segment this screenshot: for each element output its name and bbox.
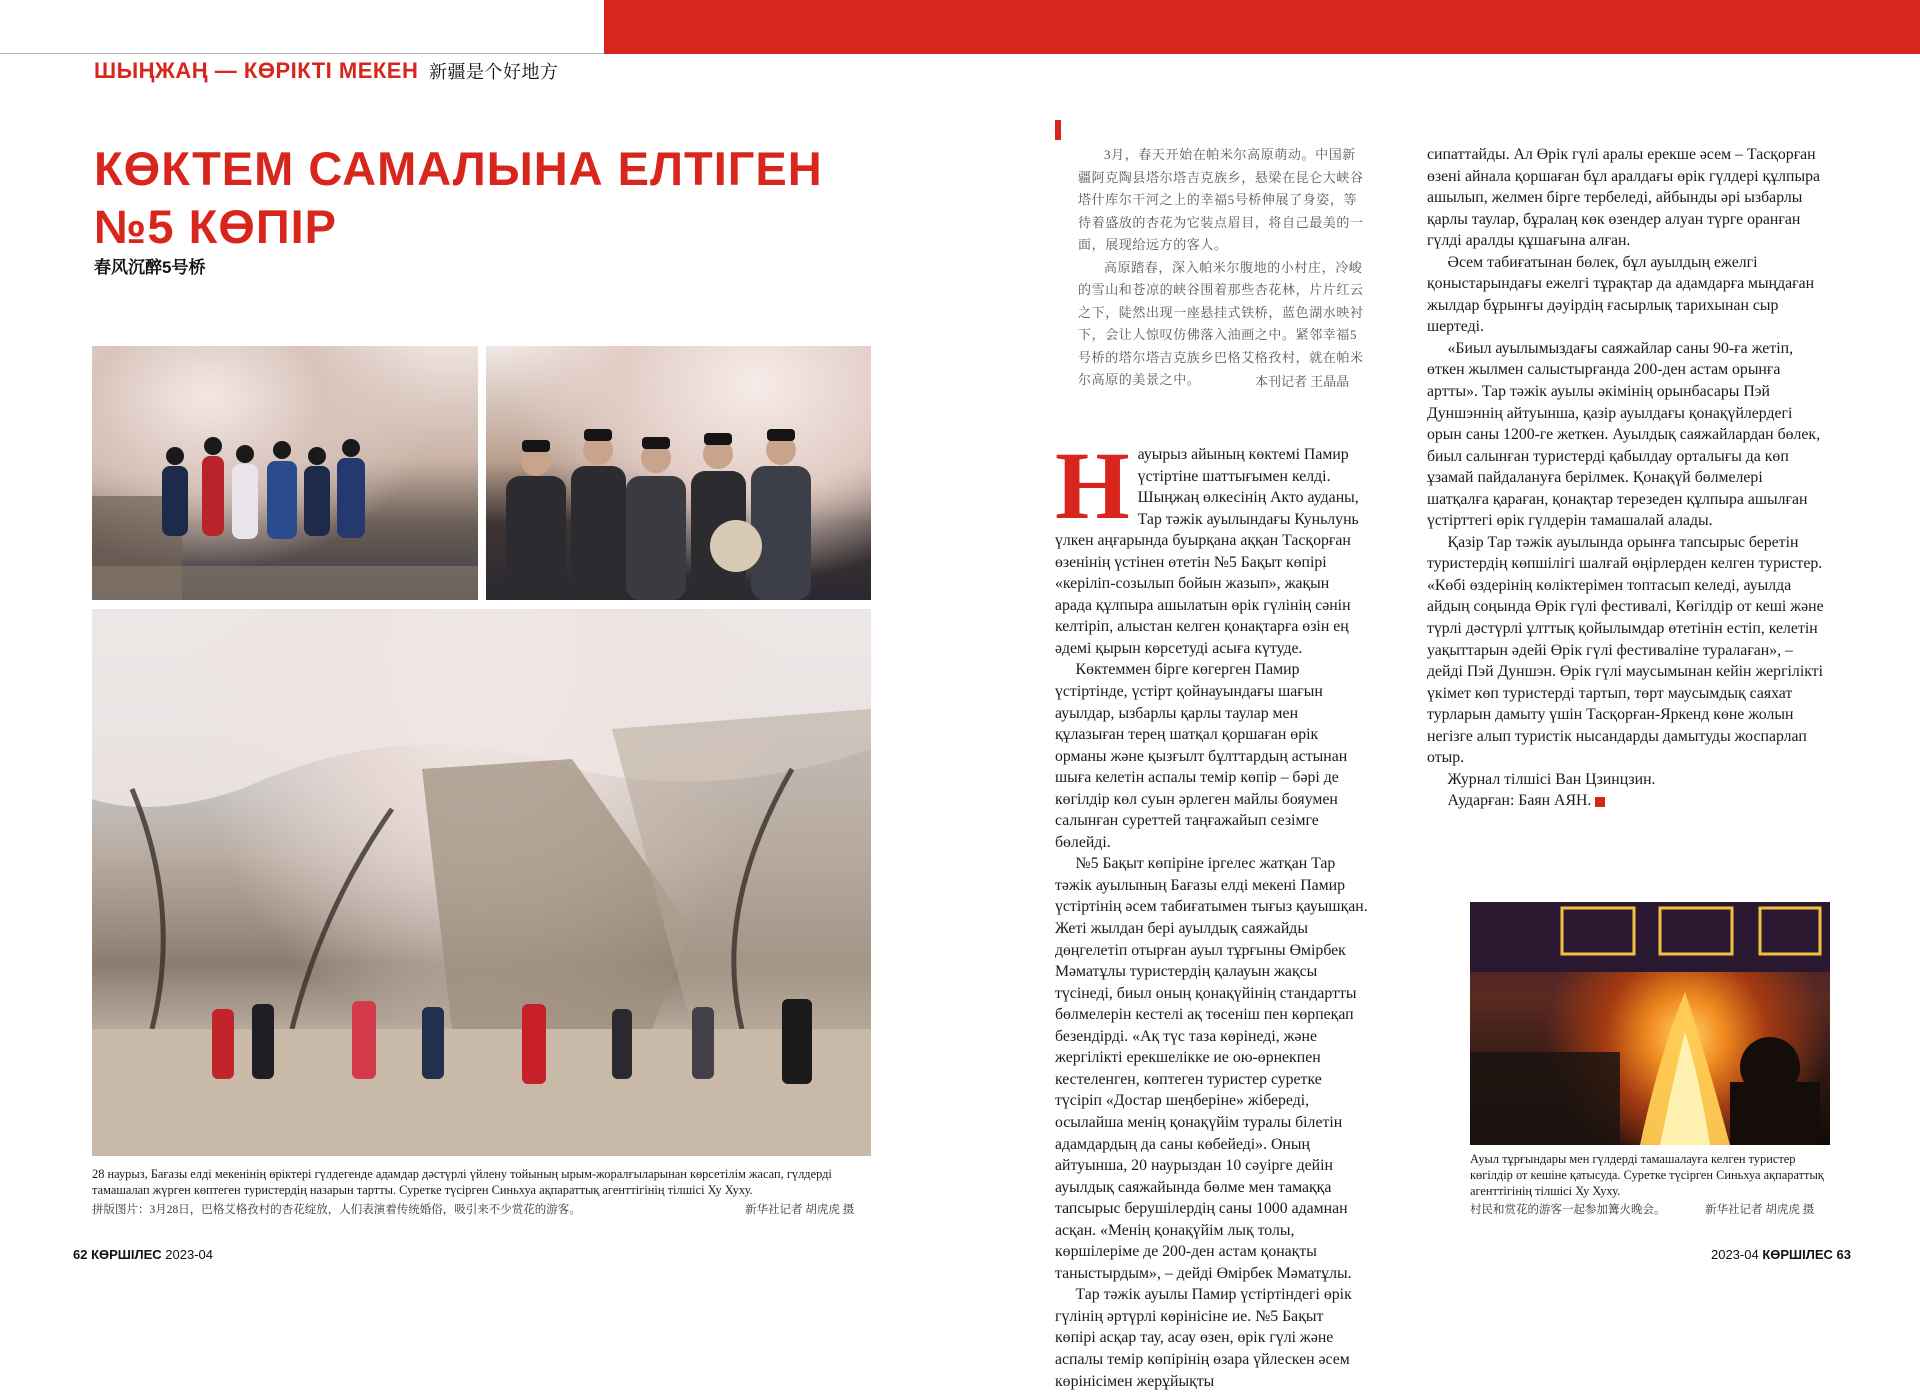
body-paragraph-text: ауырыз айының көктемі Памир үстіртіне шаттығымен келді. Шыңжаң өлкесінің Акто ауданы, Тар тәжік ауылындағы Куньлунь үлкен аңғарында буырқана аққан Тасқорған өзенінің үстінен өтетін №5 Бақыт көпірі «керіліп-созылып бойын жазып», жақын арада құлпыра ашылатын өрік гүлінің сәнін келтіріп, алыстан келген қонақтарға өзін ең әдемі қырын көрсетуді асыға күтуде. [1055,446,1359,657]
translator-signature [1427,790,1827,812]
section-title-kz: ШЫҢЖАҢ — КӨРІКТІ МЕКЕН [94,58,419,83]
body-paragraph: «Биыл ауылымыздағы саяжайлар саны 90-ға жетіп, өткен жылмен салыстырғанда 200-ден астам орынға артты». Тар тәжік ауылы әкімінің орынбасары Пэй Дуншэннің айтуынша, қазір ауылдағы қонақүйлердегі орын саны 1200-ге жеткен. Ауылдық саяжайлардан бөлек, биыл салынған туристерді қабылдау орталығы да көп ұзамай пайдалануға берілмек. Қонақүй бөлмелері шатқалға қараған, қонақтар терезеден құлпыра ашылған үстірттегі өрік гүлдерін тамашалай алады. [1427,339,1821,530]
bonfire-photo-credit: 新华社记者 胡虎虎 摄 [1705,1204,1815,1216]
intro-reporter: 本刊记者 王晶晶 [1255,374,1350,389]
issue-right: 2023-04 [1710,1247,1759,1262]
header-accent-band [604,0,1920,54]
bonfire-photo-caption-zh: 村民和赏花的游客一起参加篝火晚会。 [1470,1204,1666,1216]
photo-figures-left [92,346,478,600]
photo-wedding-dance-left [92,346,478,600]
article-title: КӨКТЕМ САМАЛЫНА ЕЛТІГЕН №5 КӨПІР [94,142,823,253]
body-paragraph: №5 Бақыт көпіріне іргелес жатқан Тар тәжік ауылының Бағазы елді мекені Памир үстіртінің әсем табиғатымен тығыз қауышқан. Жеті жылдан бері ауылдық саяжайды дөңгелетіп отырған ауыл тұрғыны Өмірбек Мәматұлы туристердің қалауын жақсы түсінеді, биыл оның қонақүйінің стандартты бөлмелерін кестелі ақ төсеніш пен көрпеқап безендірді. «Ақ түс таза көрінеді, және жергілікті ерекшелікке ие ою-өрнекпен кестеленген, көптеген туристер суретке түсіріп «Достар шеңберіне» жібереді, осылайша менің қонақүйім туралы білетін адамдардың да саны көбейеді». Оның айтуынша, 20 наурыздан 10 сәуірге дейін ауылдық саяжайында бөлме мен тамаққа тапсырыс берушілердің саны 1000 адамнан асқан. «Менің қонақүйім лық толы, көршілеріме де 200-ден астам қонақты таныстырдым», – дейді Өмірбек Мәматұлы. [1055,855,1368,1282]
bonfire-photo-caption: Ауыл тұрғындары мен гүлдерді тамашалауға келген туристер көгілдір от кешіне қатысуда. Суретке түсірген Синьхуа ақпараттық агенттігінің тілшісі Ху Хуху. [1470,1152,1824,1198]
body-paragraph [1055,432,1368,659]
photo-apricot-orchard [92,609,871,1156]
section-title-zh: 新疆是个好地方 [429,62,559,82]
magazine-name-right: КӨРШІЛЕС [1762,1247,1833,1262]
magazine-name-left: КӨРШІЛЕС [91,1247,162,1262]
page-number-right: 63 [1836,1247,1851,1262]
body-column-2 [1427,144,1827,812]
section-header [94,58,559,84]
body-paragraph: Қазір Тар тәжік ауылында орынға тапсырыс беретін туристердің көпшілігі шалғай өңірлерден келген туристер. «Көбі өздерінің көліктерімен топтасып келеді, ауылда айдың соңында Өрік гүлі фестивалі, Көгілдір от кеші және түрлі дәстүрлі ұлттық қойылымдар өтетінін естіп, келетін уақыттарын әдейі Өрік гүлі фестиваліне туралаған», – дейді Пэй Дуншэн. Өрік гүлі маусымынан кейін жергілікті үкімет көп туристерді тартып, төрт маусымдық саяхат турларын дамыту үшін Тасқорған-Яркенд көне жолын негізге алып туристік нысандарды дамытуды жоспарлап отыр. [1427,533,1824,767]
intro-zh [1078,144,1368,392]
photo-figures-right [486,346,871,600]
translator-text: Аударған: Баян АЯН. [1447,792,1592,810]
footer-right [1711,1247,1851,1262]
intro-paragraph: 3月，春天开始在帕米尔高原萌动。中国新疆阿克陶县塔尔塔吉克族乡，悬梁在昆仑大峡谷塔什库尔干河之上的幸福5号桥伸展了身姿，等待着盛放的杏花为它装点眉目，将自己最美的一面，展现给远方的客人。 [1078,147,1364,252]
article-subtitle: 春风沉醉5号桥 [94,258,206,277]
page-number-left: 62 [73,1247,88,1262]
intro-accent-bar [1055,120,1061,140]
photo-wedding-dance-right [486,346,871,600]
body-paragraph: Әсем табиғатынан бөлек, бұл ауылдың ежелгі қоныстарындағы ежелгі тұрақтар да адамдарға мыңдаған жылдар бұрынғы дәуірдің ғасырлық тарихынан сыр шертеді. [1427,253,1815,336]
dropcap-letter: Н [1055,432,1130,539]
footer-left [73,1247,213,1262]
header-rule [0,53,604,54]
end-mark [1595,797,1605,807]
photo-bonfire-scene [1470,902,1830,1145]
author-signature: Журнал тілшісі Ван Цзинцзин. [1447,770,1656,788]
body-paragraph: Көктеммен бірге көгерген Памир үстіртінде, үстірт қойнауындағы шағын ауылдар, ызбарлы қарлы таулар мен құлазыған терең шатқал қоршаған өрік орманы және қызғылт бұлттардың астынан шыға келетін аспалы темір көпір – бәрі де көгілдір көл суын әрлеген майлы бояумен салынған суреттей таңғажайып сезімге бөлейді. [1055,661,1348,851]
intro-paragraph: 高原踏春，深入帕米尔腹地的小村庄，冷峻的雪山和苍凉的峡谷围着那些杏花林，片片红云之下，陡然出现一座悬挂式铁桥，蓝色湖水映衬下，会让人惊叹仿佛落入油画之中。紧邻幸福5号桥的塔尔塔吉克族乡巴格艾格孜村，就在帕米尔高原的美景之中。 [1078,259,1364,387]
photo-orchard-scene [92,609,871,1156]
main-photo-caption-zh: 拼版图片：3月28日，巴格艾格孜村的杏花绽放，人们表演着传统婚俗，吸引来不少赏花的游客。 [92,1204,581,1216]
photo-bonfire-night [1470,902,1830,1145]
main-photo-credit: 新华社记者 胡虎虎 摄 [745,1204,855,1216]
body-paragraph: Тар тәжік ауылы Памир үстіртіндегі өрік гүлінің әртүрлі көрінісіне ие. №5 Бақыт көпірі асқар тау, асау өзен, өрік гүлі және аспалы темір көпірінің өзара үйлескен әсем көрінісімен жерұйықты [1055,1286,1352,1390]
body-column-1 [1055,432,1368,1392]
issue-left: 2023-04 [165,1247,214,1262]
main-photo-caption: 28 наурыз, Бағазы елді мекенінің өріктері гүлдегенде адамдар дәстүрлі үйлену тойының ырым-жоралғыларынан көрсетілім жасап, гүлдерді тамашалап жүрген көптеген туристердің назарын тартты. Суретке түсірген Синьхуа ақпараттық агенттігінің тілшісі Ху Хуху. [92,1167,832,1197]
body-paragraph: сипаттайды. Ал Өрік гүлі аралы ерекше әсем – Тасқорған өзені айнала қоршаған бұл аралдағы өрік гүлдері құлпыра ашылып, желмен бірге тербеледі, айбынды әрі ызбарлы қарлы таулар, бұралаң көк өзендер алуан түрге оранған гүлді аралды құшағына алған. [1427,146,1820,250]
